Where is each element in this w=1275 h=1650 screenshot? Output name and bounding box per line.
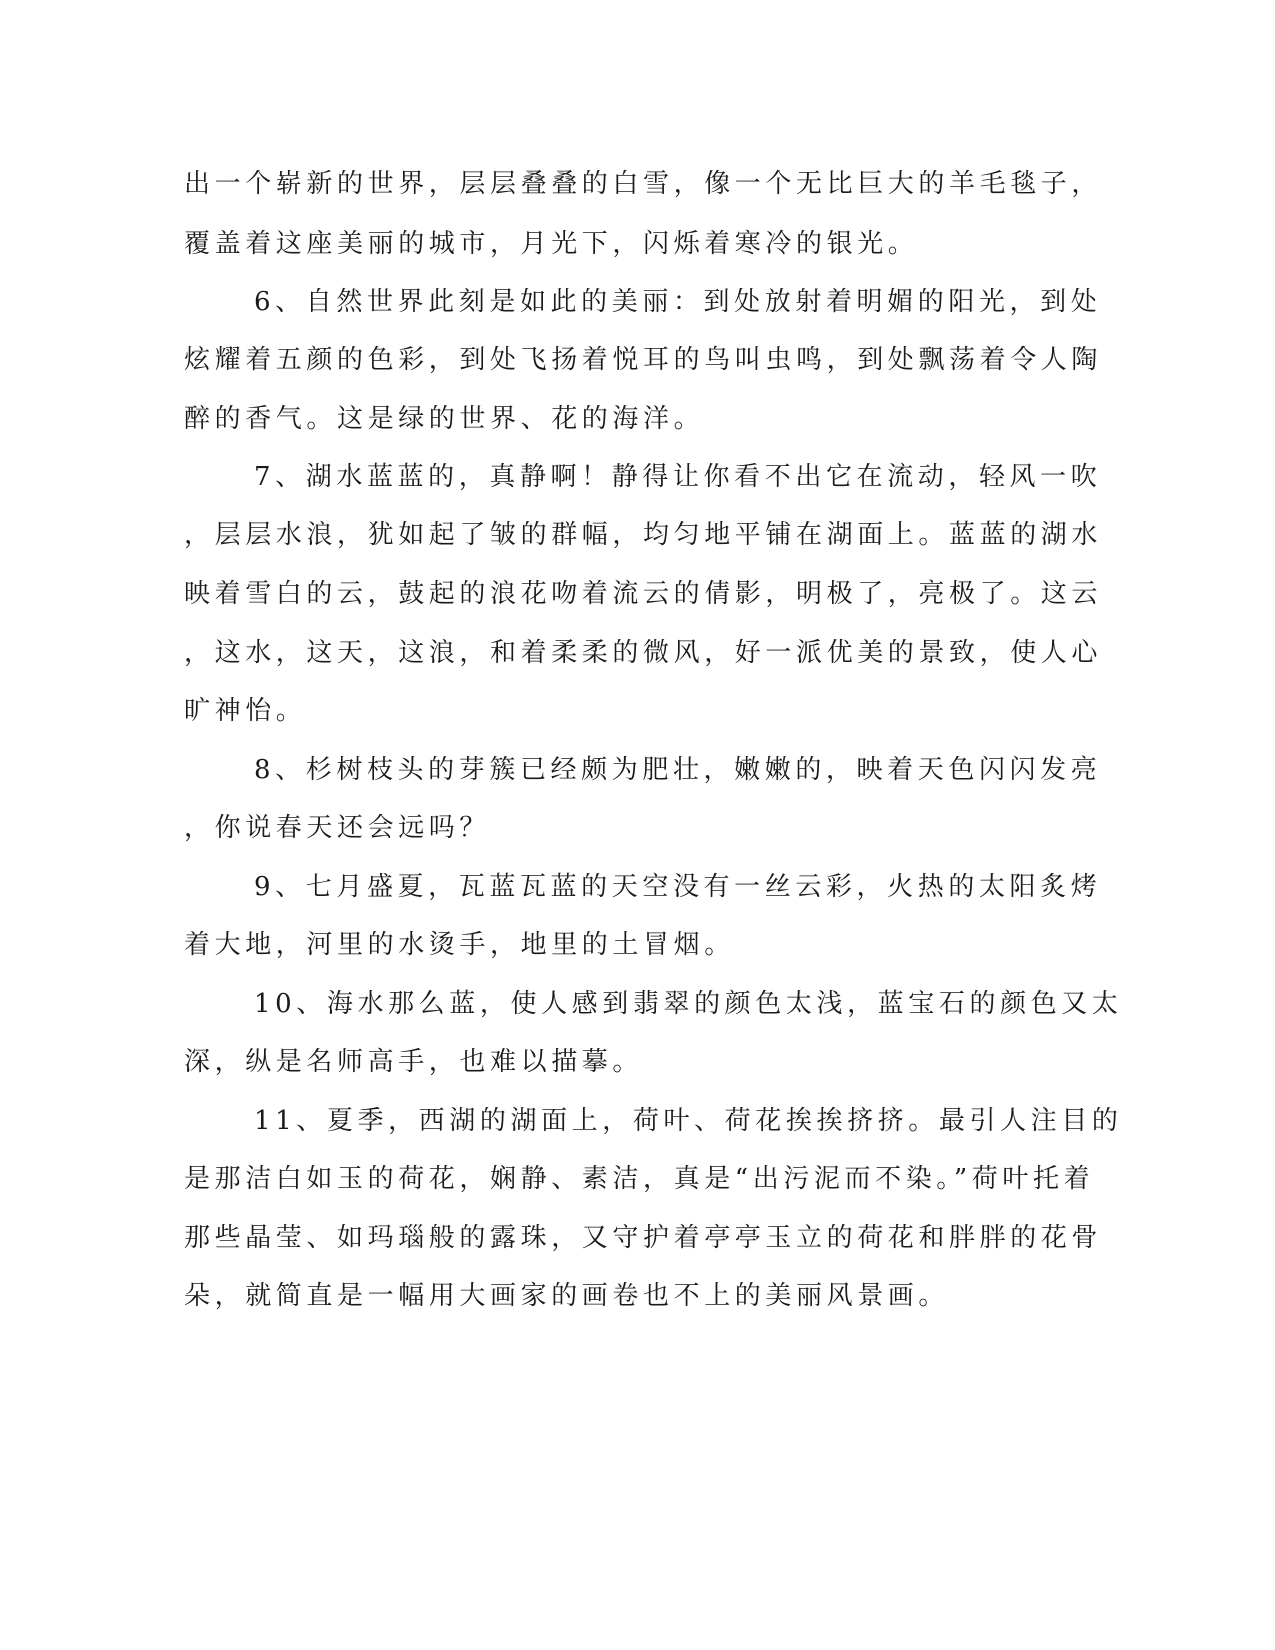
paragraph-9-line-1: 9、七月盛夏，瓦蓝瓦蓝的天空没有一丝云彩，火热的太阳炙烤	[254, 872, 1102, 902]
paragraph-6-line-3: 醉的香气。这是绿的世界、花的海洋。	[184, 404, 705, 434]
paragraph-6-line-2: 炫耀着五颜的色彩，到处飞扬着悦耳的鸟叫虫鸣，到处飘荡着令人陶	[184, 345, 1103, 375]
paragraph-5-line-4: 覆盖着这座美丽的城市，月光下，闪烁着寒冷的银光。	[184, 229, 919, 259]
paragraph-7-line-4: ，这水，这天，这浪，和着柔柔的微风，好一派优美的景致，使人心	[184, 638, 1103, 668]
paragraph-6-line-1: 6、自然世界此刻是如此的美丽：到处放射着明媚的阳光，到处	[254, 287, 1102, 317]
paragraph-8-line-2: ，你说春天还会远吗？	[184, 813, 491, 843]
paragraph-7-line-2: ，层层水浪，犹如起了皱的群幅，均匀地平铺在湖面上。蓝蓝的湖水	[184, 520, 1103, 550]
paragraph-9-line-2: 着大地，河里的水烫手，地里的土冒烟。	[184, 930, 735, 960]
paragraph-11-line-1: 11、夏季，西湖的湖面上，荷叶、荷花挨挨挤挤。最引人注目的	[254, 1106, 1123, 1136]
paragraph-5-line-3: 出一个崭新的世界，层层叠叠的白雪，像一个无比巨大的羊毛毯子，	[184, 169, 1103, 199]
paragraph-10-line-1: 10、海水那么蓝，使人感到翡翠的颜色太浅，蓝宝石的颜色又太	[254, 989, 1123, 1019]
paragraph-11-line-4: 朵，就简直是一幅用大画家的画卷也不上的美丽风景画。	[184, 1281, 950, 1311]
paragraph-11-line-2: 是那洁白如玉的荷花，娴静、素洁，真是“出污泥而不染。”荷叶托着	[184, 1164, 1095, 1194]
paragraph-11-line-3: 那些晶莹、如玛瑙般的露珠，又守护着亭亭玉立的荷花和胖胖的花骨	[184, 1223, 1103, 1253]
paragraph-7-line-1: 7、湖水蓝蓝的，真静啊！静得让你看不出它在流动，轻风一吹	[254, 462, 1102, 492]
paragraph-7-line-5: 旷神怡。	[184, 696, 307, 726]
paragraph-10-line-2: 深，纵是名师高手，也难以描摹。	[184, 1047, 644, 1077]
paragraph-8-line-1: 8、杉树枝头的芽簇已经颇为肥壮，嫩嫩的，映着天色闪闪发亮	[254, 755, 1102, 785]
paragraph-7-line-3: 映着雪白的云，鼓起的浪花吻着流云的倩影，明极了，亮极了。这云	[184, 579, 1103, 609]
